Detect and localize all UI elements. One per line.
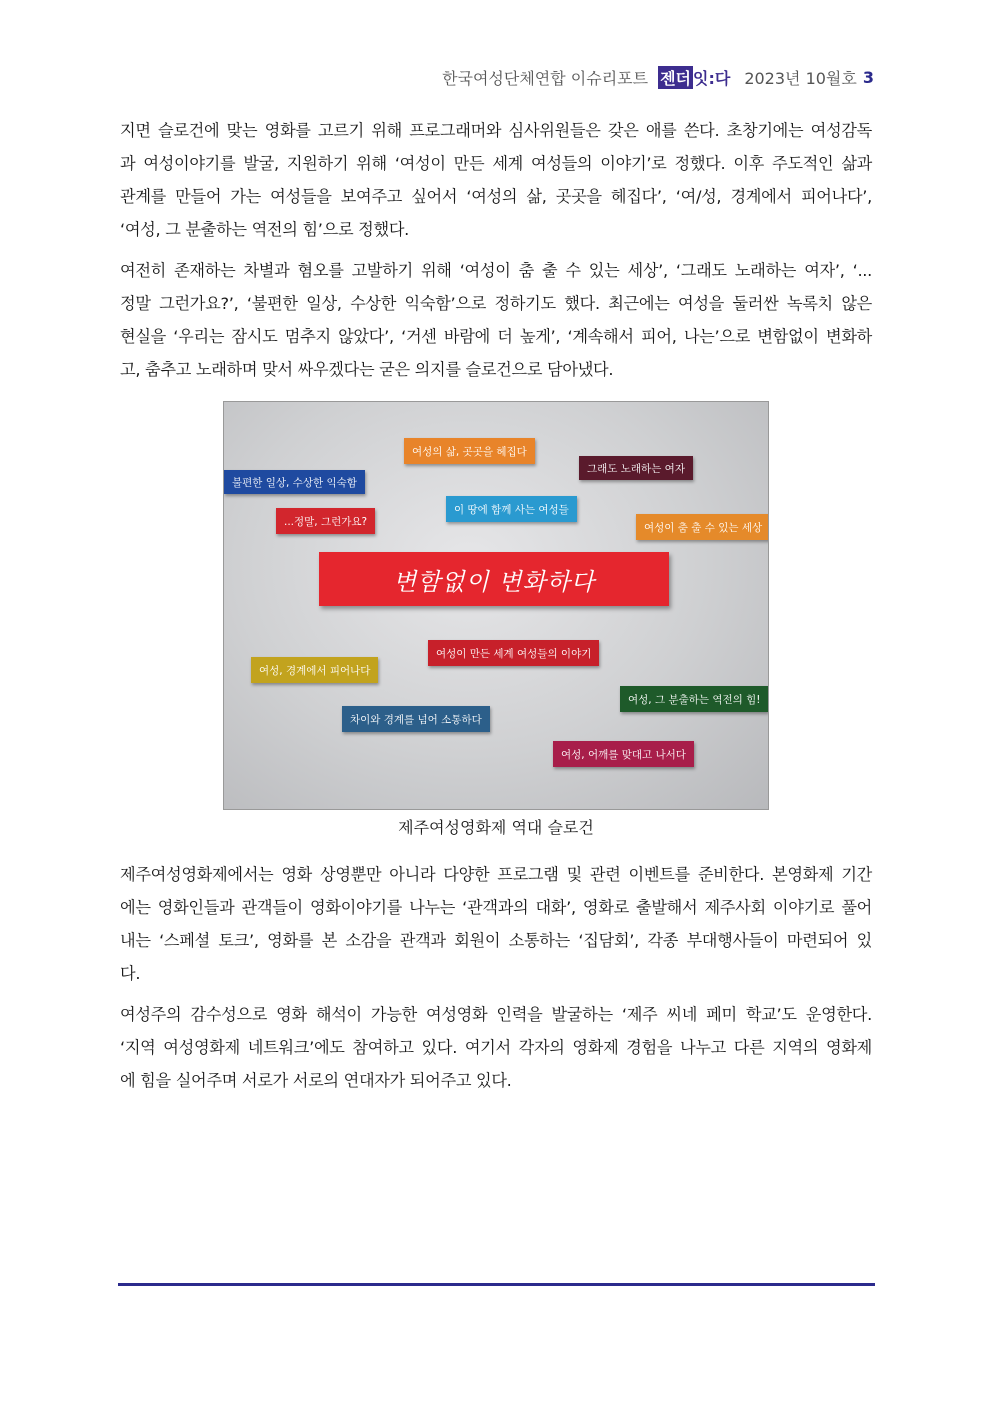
text-line: 제주여성영화제에서는 영화 상영뿐만 아니라 다양한 프로그램 및 관련 이벤트를 준비한다. 본영화제 기간 — [120, 865, 872, 884]
text-line: 정말 그런가요?’, ‘불편한 일상, 수상한 익숙함’으로 정하기도 했다. 최근에는 여성을 둘러싼 녹록치 않은 — [120, 294, 872, 313]
footer-rule — [118, 1283, 875, 1286]
photo-caption: 제주여성영화제 역대 슬로건 — [398, 818, 594, 837]
slogan-sign: 여성, 경계에서 피어나다 — [251, 657, 378, 683]
slogan-sign: 그래도 노래하는 여자 — [579, 456, 693, 480]
slogan-sign: 여성, 어깨를 맞대고 나서다 — [553, 741, 694, 767]
header-issue: 2023년 10월호 — [744, 69, 857, 88]
header-brand-logo — [658, 66, 730, 89]
text-line: 에는 영화인들과 관객들이 영화이야기를 나누는 ‘관객과의 대화’, 영화로 출발해서 제주사회 이야기로 풀어 — [120, 898, 872, 917]
slogan-sign: 불편한 일상, 수상한 익숙함 — [224, 470, 365, 494]
brand-rest: 잇:다 — [693, 69, 731, 88]
main-slogan-sign — [319, 552, 669, 606]
text-line: 내는 ‘스페셜 토크’, 영화를 본 소감을 관객과 회원이 소통하는 ‘집담회’, 각종 부대행사들이 마련되어 있 — [120, 931, 872, 950]
paragraph-4 — [120, 998, 872, 1097]
slogan-sign: 여성, 그 분출하는 역전의 힘! — [620, 686, 768, 712]
slogan-sign: 차이와 경계를 넘어 소통하다 — [342, 706, 490, 732]
text-line: ‘여성, 그 분출하는 역전의 힘’으로 정했다. — [120, 220, 410, 239]
brand-box: 젠더 — [658, 66, 693, 89]
text-line: 현실을 ‘우리는 잠시도 멈추지 않았다’, ‘거센 바람에 더 높게’, ‘계속해서 피어, 나는’으로 변함없이 변화하 — [120, 327, 872, 346]
text-line: 고, 춤추고 노래하며 맞서 싸우겠다는 굳은 의지를 슬로건으로 담아냈다. — [120, 360, 614, 379]
slogan-wall-photo — [223, 401, 769, 810]
header-org: 한국여성단체연합 이슈리포트 — [442, 69, 649, 88]
text-line: 과 여성이야기를 발굴, 지원하기 위해 ‘여성이 만든 세계 여성들의 이야기’로 정했다. 이후 주도적인 삶과 — [120, 154, 872, 173]
main-slogan-text: 변함없이 변화하다 — [392, 567, 596, 596]
text-line: 다. — [120, 964, 141, 983]
slogan-sign: 여성의 삶, 곳곳을 헤집다 — [404, 438, 535, 464]
slogan-sign: 여성이 춤 출 수 있는 세상 — [636, 514, 769, 540]
slogan-sign: 이 땅에 함께 사는 여성들 — [446, 496, 577, 522]
page-header — [442, 66, 874, 89]
paragraph-3 — [120, 858, 872, 990]
paragraph-2 — [120, 254, 872, 386]
text-line: 여성주의 감수성으로 영화 해석이 가능한 여성영화 인력을 발굴하는 ‘제주 씨네 페미 학교’도 운영한다. — [120, 1005, 872, 1024]
slogan-sign: 여성이 만든 세계 여성들의 이야기 — [428, 640, 599, 666]
text-line: 관계를 만들어 가는 여성들을 보여주고 싶어서 ‘여성의 삶, 곳곳을 헤집다’, ‘여/성, 경계에서 피어나다’, — [120, 187, 872, 206]
text-line: 여전히 존재하는 차별과 혐오를 고발하기 위해 ‘여성이 춤 출 수 있는 세상’, ‘그래도 노래하는 여자’, ‘... — [120, 261, 872, 280]
paragraph-1 — [120, 114, 872, 246]
text-line: 에 힘을 실어주며 서로가 서로의 연대자가 되어주고 있다. — [120, 1071, 512, 1090]
text-line: ‘지역 여성영화제 네트워크’에도 참여하고 있다. 여기서 각자의 영화제 경험을 나누고 다른 지역의 영화제 — [120, 1038, 872, 1057]
page-number: 3 — [862, 68, 874, 87]
slogan-sign: ...정말, 그런가요? — [276, 508, 375, 534]
text-line: 지면 슬로건에 맞는 영화를 고르기 위해 프로그래머와 심사위원들은 갖은 애를 쓴다. 초창기에는 여성감독 — [120, 121, 872, 140]
